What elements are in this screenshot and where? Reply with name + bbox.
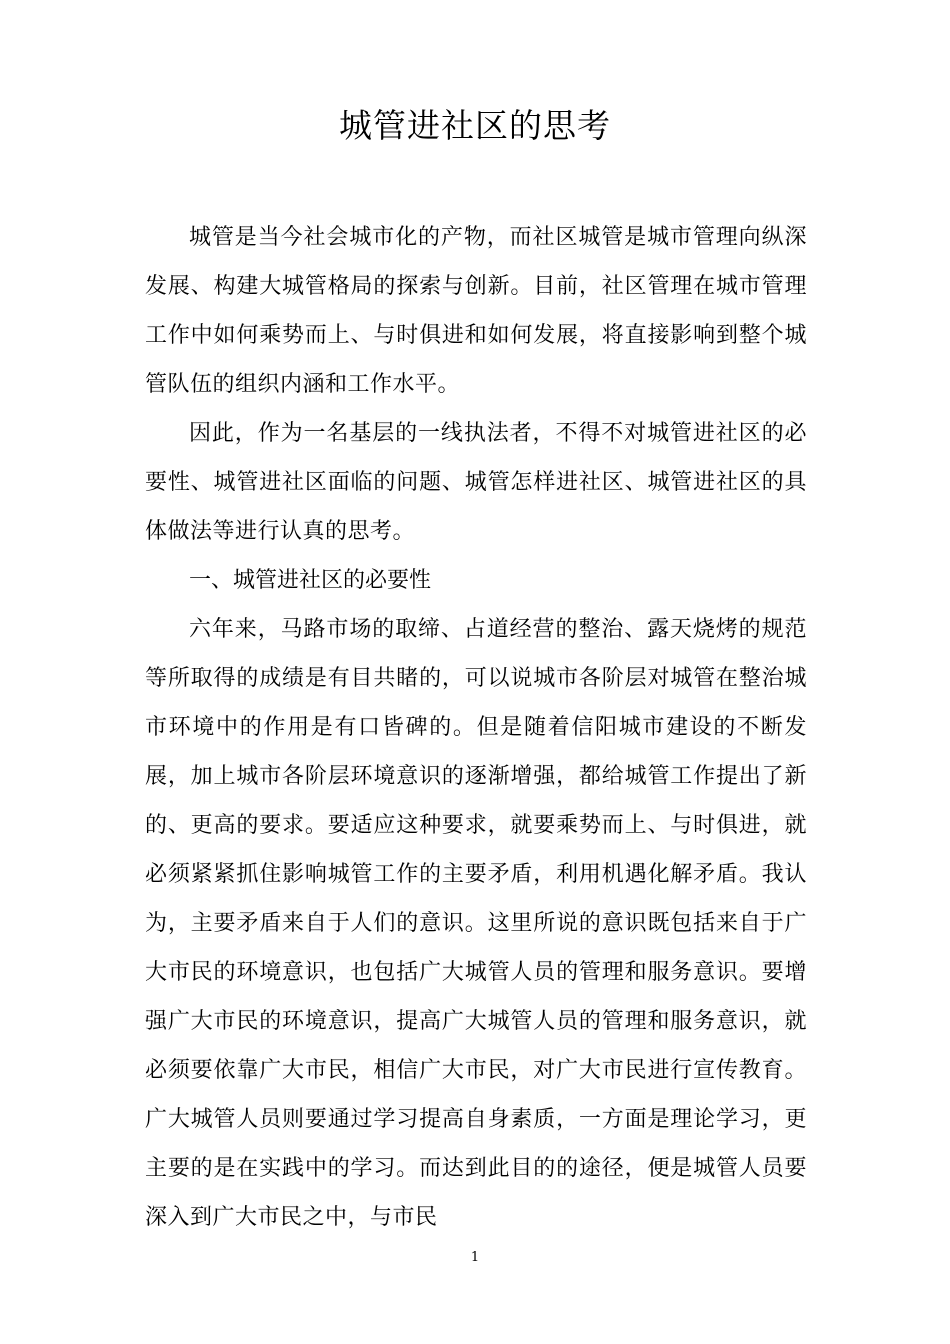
paragraph-section-one: 六年来，马路市场的取缔、占道经营的整治、露天烧烤的规范等所取得的成绩是有目共睹的，可以说城市各阶层对城管在整治城市环境中的作用是有口皆碑的。但是随着信阳城市建设的不断发展，加上城市各阶层环境意识的逐渐增强，都给城管工作提出了新的、更高的要求。要适应这种要求，就要乘势而上、与时俱进，就必须紧紧抓住影响城管工作的主要矛盾，利用机遇化解矛盾。我认为，主要矛盾来自于人们的意识。这里所说的意识既包括来自于广大市民的环境意识，也包括广大城管人员的管理和服务意识。要增强广大市民的环境意识，提高广大城管人员的管理和服务意识，就必须要依靠广大市民，相信广大市民，对广大市民进行宣传教育。广大城管人员则要通过学习提高自身素质，一方面是理论学习，更主要的是在实践中的学习。而达到此目的的途径，便是城管人员要深入到广大市民之中，与市民 bbox=[145, 617, 807, 1230]
document-body bbox=[145, 213, 807, 1242]
document-title: 城管进社区的思考 bbox=[339, 106, 611, 145]
page-number: 1 bbox=[470, 1250, 480, 1265]
section-heading: 一、城管进社区的必要性 bbox=[189, 568, 432, 593]
paragraph-intro: 城管是当今社会城市化的产物，而社区城管是城市管理向纵深发展、构建大城管格局的探索与创新。目前，社区管理在城市管理工作中如何乘势而上、与时俱进和如何发展，将直接影响到整个城管队伍的组织内涵和工作水平。 bbox=[145, 225, 807, 397]
paragraph-purpose: 因此，作为一名基层的一线执法者，不得不对城管进社区的必要性、城管进社区面临的问题、城管怎样进社区、城管进社区的具体做法等进行认真的思考。 bbox=[145, 421, 807, 544]
